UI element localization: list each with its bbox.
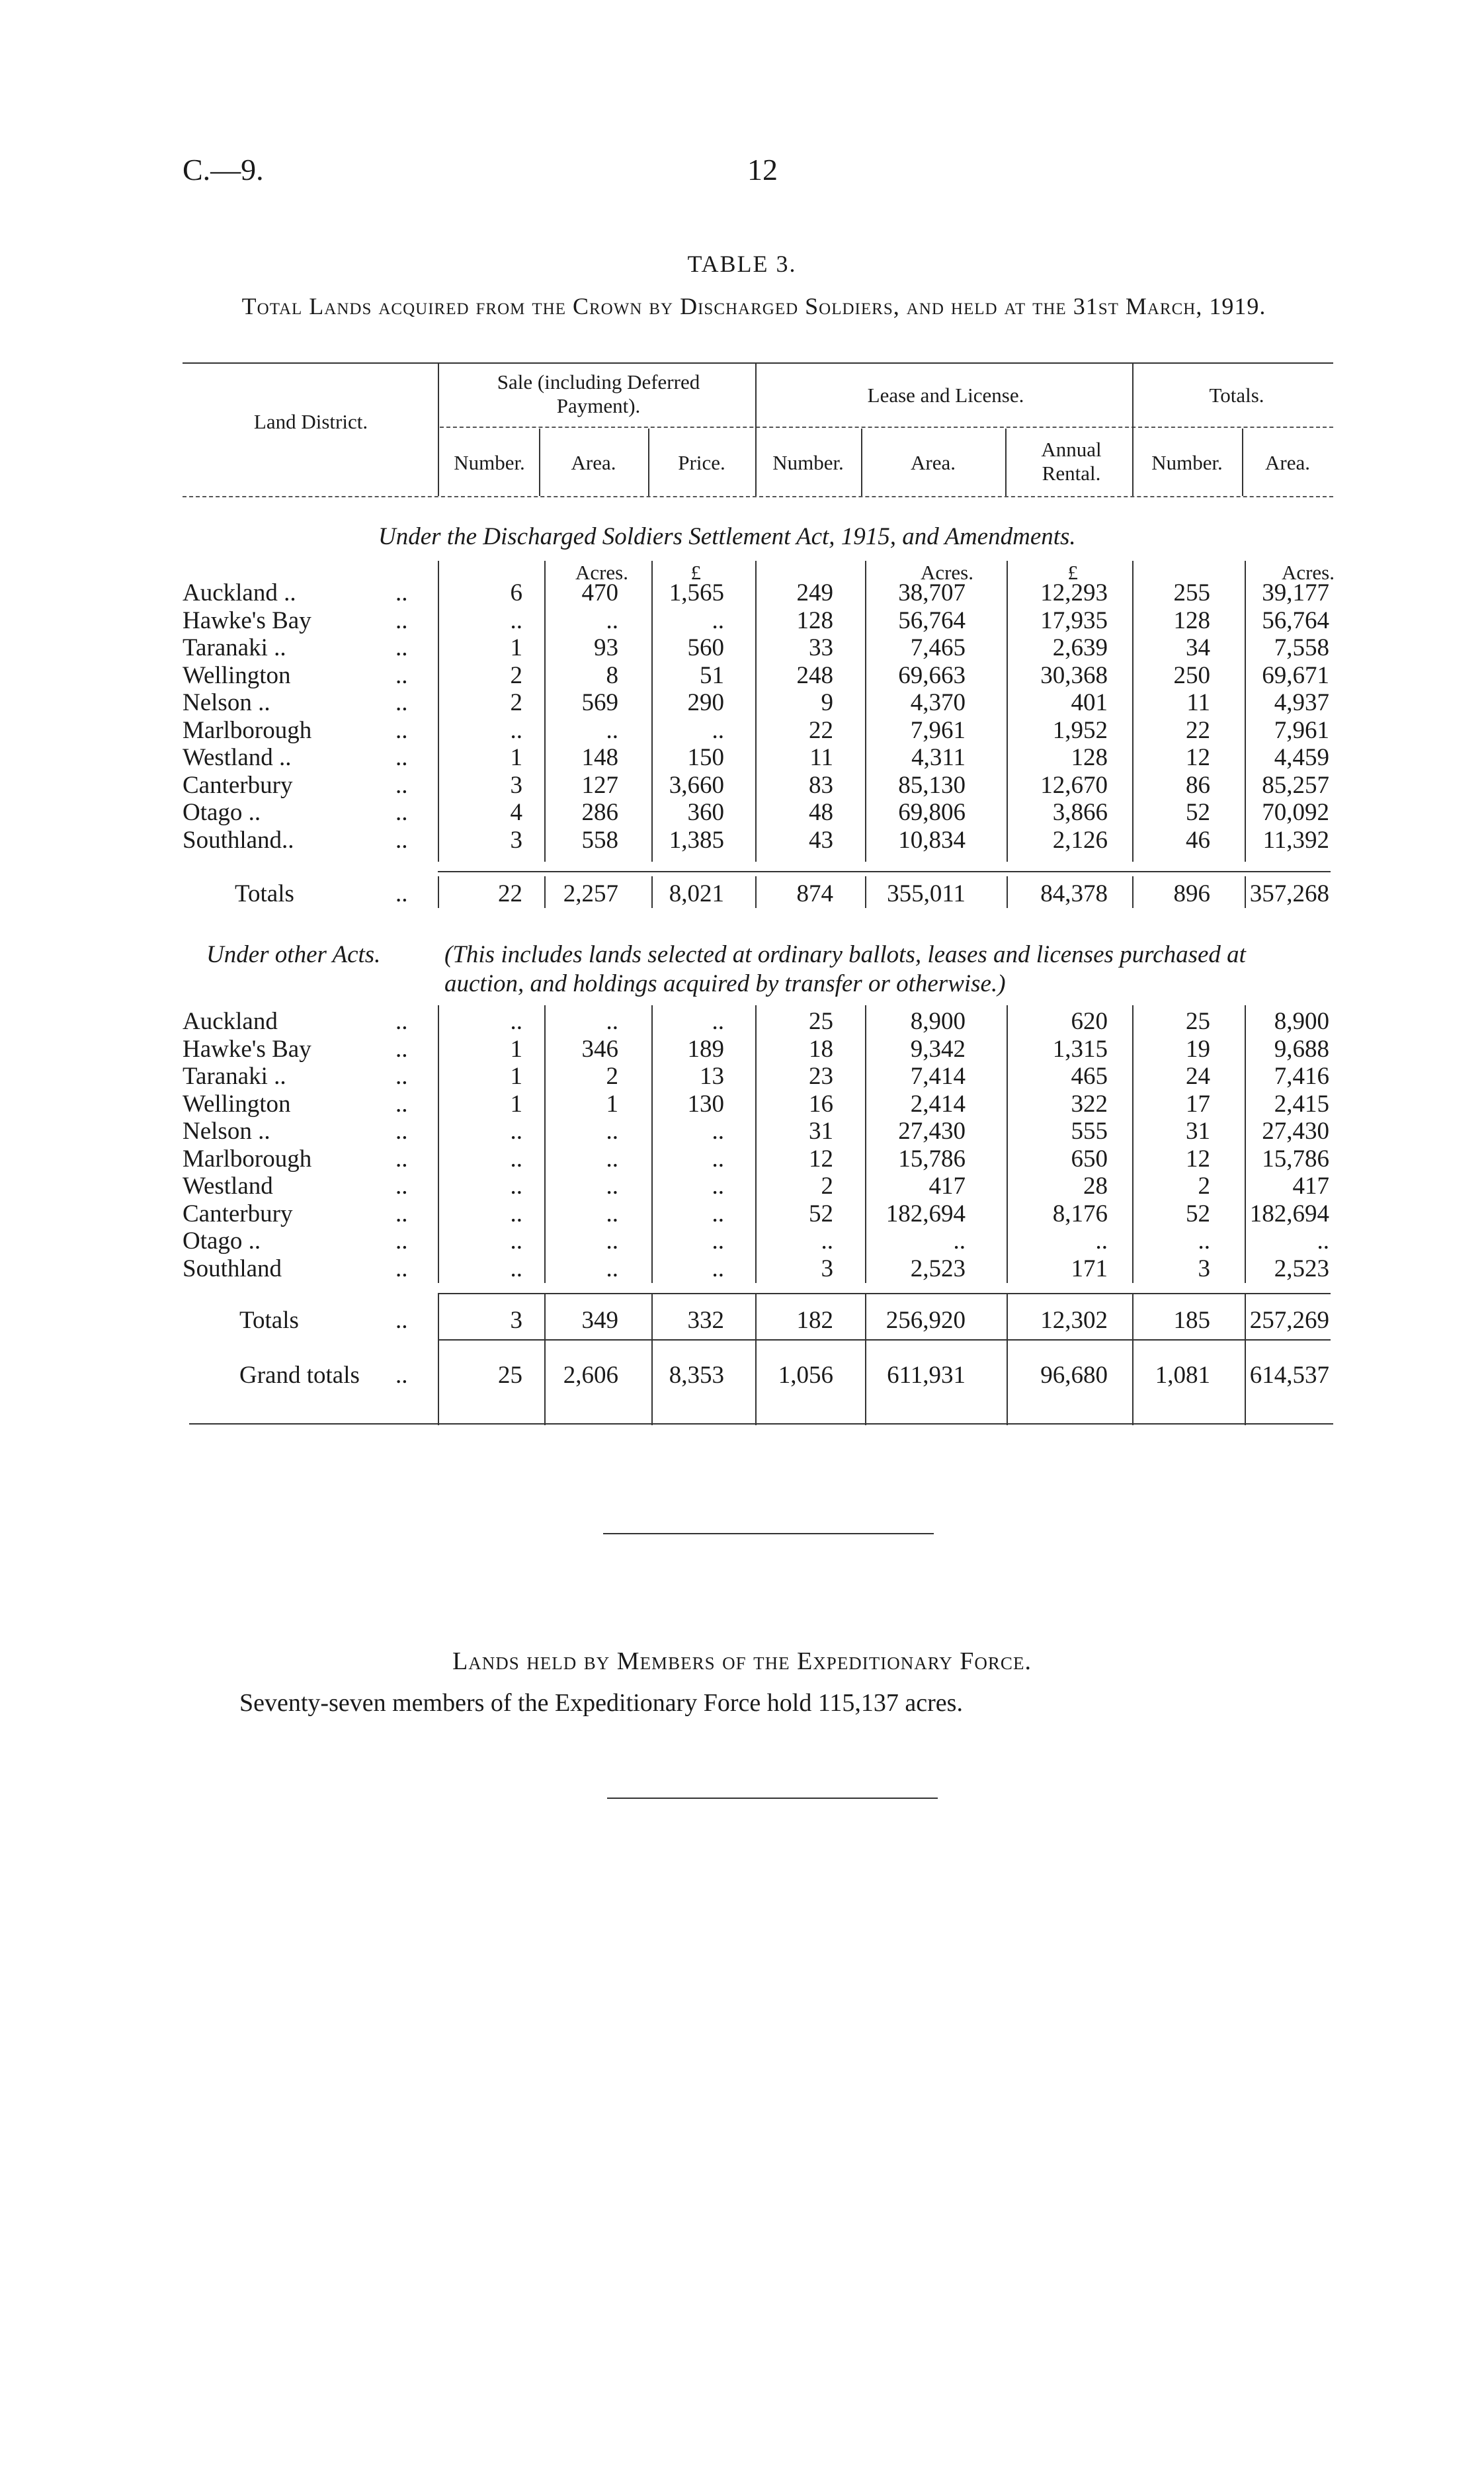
cell-sale-area: .. [606, 606, 618, 634]
cell-sale-price: .. [712, 1255, 724, 1282]
cell-lease-area: 2,414 [910, 1090, 966, 1118]
cell-annual-rental: 12,670 [1040, 771, 1108, 799]
cell-total-area: 4,937 [1274, 689, 1329, 716]
cell-annual-rental: .. [1095, 1227, 1108, 1255]
cell-lease-number: 249 [796, 579, 833, 606]
cell-sale-price: .. [712, 1173, 724, 1200]
cell-sale-number: .. [510, 606, 522, 634]
cell-sale-area: 558 [581, 826, 618, 854]
row-district: Canterbury [183, 1200, 293, 1227]
cell-lease-area: 38,707 [898, 579, 966, 606]
cell-sale-area: 1 [606, 1090, 618, 1118]
row-leader-dots: .. [395, 661, 408, 689]
table-row [0, 579, 1484, 606]
cell-sale-area: 127 [581, 771, 618, 799]
cell-lease-area: 10,834 [898, 826, 966, 854]
cell-total-number: 86 [1186, 771, 1210, 799]
cell-lease-area: 8,900 [910, 1008, 966, 1035]
cell-total-number: 896 [1173, 880, 1210, 907]
row-district: Wellington [183, 661, 291, 689]
header-bottom-rule [183, 496, 1333, 497]
column-header-totals-number: Number. [1151, 451, 1223, 474]
cell-annual-rental: 17,935 [1040, 606, 1108, 634]
cell-total-area: 9,688 [1274, 1035, 1329, 1063]
cell-annual-rental: 465 [1071, 1063, 1108, 1090]
column-divider [1132, 362, 1134, 496]
cell-sale-number: .. [510, 1227, 522, 1255]
table-row [0, 743, 1484, 771]
row-district: Hawke's Bay [183, 1035, 311, 1063]
row-district: Auckland [183, 1008, 278, 1035]
row-district: Marlborough [183, 716, 312, 744]
cell-sale-price: 8,021 [669, 880, 724, 907]
cell-total-number: 12 [1186, 744, 1210, 771]
cell-annual-rental: 401 [1071, 689, 1108, 716]
cell-sale-price: 51 [700, 661, 724, 689]
unit-pound: £ [1067, 561, 1078, 584]
cell-sale-price: 130 [687, 1090, 724, 1118]
cell-sale-number: 1 [510, 744, 522, 771]
cell-lease-number: 16 [809, 1090, 833, 1118]
cell-lease-number: 31 [809, 1118, 833, 1145]
row-leader-dots: .. [395, 606, 408, 634]
cell-lease-area: 4,370 [910, 689, 966, 716]
cell-lease-number: 43 [809, 826, 833, 854]
cell-sale-price: .. [712, 1118, 724, 1145]
cell-sale-number: .. [510, 1145, 522, 1173]
cell-sale-area: 349 [581, 1307, 618, 1334]
cell-sale-area: 93 [594, 634, 618, 661]
cell-annual-rental: 2,639 [1052, 634, 1108, 661]
column-header-sale-number: Number. [454, 451, 525, 474]
cell-total-number: 31 [1186, 1118, 1210, 1145]
column-header-sale-area: Area. [571, 451, 616, 474]
row-district: Taranaki .. [183, 1063, 286, 1090]
section1-totals-row [0, 880, 1484, 907]
row-district: Auckland .. [183, 579, 296, 606]
cell-lease-area: 417 [928, 1173, 966, 1200]
column-divider [1005, 429, 1007, 496]
table-row [0, 1172, 1484, 1200]
row-leader-dots: .. [395, 1145, 408, 1173]
cell-lease-area: 7,961 [910, 716, 966, 744]
column-header-totals-area: Area. [1265, 451, 1310, 474]
row-district: Totals [235, 880, 294, 907]
cell-total-number: 1,081 [1155, 1362, 1210, 1389]
row-leader-dots: .. [395, 826, 408, 854]
cell-total-number: 2 [1198, 1173, 1210, 1200]
column-divider [755, 362, 757, 496]
cell-sale-price: 1,385 [669, 826, 724, 854]
cell-total-area: 56,764 [1262, 606, 1329, 634]
column-header-lease-number: Number. [772, 451, 844, 474]
cell-annual-rental: 555 [1071, 1118, 1108, 1145]
cell-sale-number: 25 [498, 1362, 522, 1389]
table-row [0, 688, 1484, 716]
cell-annual-rental: 171 [1071, 1255, 1108, 1282]
cell-total-number: 185 [1173, 1307, 1210, 1334]
subheader-rule [440, 427, 1333, 428]
closing-separator [607, 1798, 938, 1799]
cell-lease-area: 7,414 [910, 1063, 966, 1090]
row-district: Westland [183, 1173, 273, 1200]
cell-annual-rental: 96,680 [1040, 1362, 1108, 1389]
cell-sale-number: .. [510, 1173, 522, 1200]
cell-sale-price: .. [712, 1200, 724, 1227]
cell-sale-number: 3 [510, 771, 522, 799]
cell-lease-number: 48 [809, 799, 833, 826]
cell-sale-number: .. [510, 716, 522, 744]
cell-lease-number: 11 [809, 744, 833, 771]
cell-total-number: 3 [1198, 1255, 1210, 1282]
row-district: Canterbury [183, 771, 293, 799]
section-note: (This includes lands selected at ordinary ballots, leases and licenses purchased at auction, and holdings acquired by transfer or otherwise.) [444, 941, 1246, 997]
section2-totals-rule-top [438, 1293, 1331, 1294]
table-row [0, 1062, 1484, 1090]
cell-sale-area: .. [606, 1200, 618, 1227]
cell-total-area: .. [1317, 1227, 1329, 1255]
cell-total-number: 22 [1186, 716, 1210, 744]
cell-sale-number: 1 [510, 634, 522, 661]
cell-total-number: 128 [1173, 606, 1210, 634]
table-row [0, 826, 1484, 854]
cell-sale-price: 189 [687, 1035, 724, 1063]
cell-lease-number: 248 [796, 661, 833, 689]
cell-sale-price: .. [712, 1145, 724, 1173]
cell-lease-number: 22 [809, 716, 833, 744]
cell-sale-price: 3,660 [669, 771, 724, 799]
cell-sale-area: 2 [606, 1063, 618, 1090]
section-title-other-acts: Under other Acts. [206, 941, 381, 968]
row-leader-dots: .. [395, 579, 408, 606]
cell-total-area: 69,671 [1262, 661, 1329, 689]
cell-sale-area: .. [606, 1255, 618, 1282]
cell-lease-number: 874 [796, 880, 833, 907]
unit-pound: £ [690, 561, 701, 584]
cell-annual-rental: 2,126 [1052, 826, 1108, 854]
row-leader-dots: .. [395, 744, 408, 771]
section1-totals-rule [438, 871, 1331, 872]
cell-lease-area: 69,663 [898, 661, 966, 689]
cell-sale-area: 286 [581, 799, 618, 826]
cell-lease-number: 2 [821, 1173, 833, 1200]
cell-total-area: 7,961 [1274, 716, 1329, 744]
row-district: Otago .. [183, 1227, 261, 1255]
section-title-dsss-act: Under the Discharged Soldiers Settlement Act, 1915, and Amendments. [378, 523, 1076, 550]
row-leader-dots: .. [395, 1063, 408, 1090]
table-row [0, 661, 1484, 689]
cell-lease-number: 23 [809, 1063, 833, 1090]
cell-sale-area: 2,257 [563, 880, 618, 907]
cell-total-area: 15,786 [1262, 1145, 1329, 1173]
cell-sale-number: 6 [510, 579, 522, 606]
cell-total-area: 614,537 [1249, 1362, 1329, 1389]
row-leader-dots: .. [395, 1035, 408, 1063]
table-row [0, 1035, 1484, 1063]
cell-total-number: 250 [1173, 661, 1210, 689]
expeditionary-heading: Lands held by Members of the Expeditionary Force. [452, 1647, 1032, 1675]
cell-total-number: 25 [1186, 1008, 1210, 1035]
row-district: Grand totals [239, 1362, 360, 1389]
cell-sale-area: .. [606, 1145, 618, 1173]
expeditionary-text: Seventy-seven members of the Expeditionary Force hold 115,137 acres. [239, 1689, 963, 1717]
table-row [0, 798, 1484, 826]
table-row [0, 634, 1484, 661]
table-row [0, 1007, 1484, 1035]
cell-sale-price: .. [712, 1008, 724, 1035]
cell-total-number: 19 [1186, 1035, 1210, 1063]
row-leader-dots: .. [395, 716, 408, 744]
row-leader-dots: .. [395, 771, 408, 799]
cell-sale-number: 2 [510, 661, 522, 689]
cell-sale-number: .. [510, 1255, 522, 1282]
row-district: Totals [239, 1307, 299, 1334]
cell-total-area: 2,523 [1274, 1255, 1329, 1282]
column-group-sale: Sale (including Deferred Payment). [497, 370, 700, 417]
row-district: Nelson .. [183, 689, 270, 716]
column-header-lease-area: Area. [911, 451, 956, 474]
cell-lease-number: 33 [809, 634, 833, 661]
unit-acres: Acres. [1281, 561, 1335, 584]
section2-totals-row [0, 1306, 1484, 1334]
cell-sale-price: 560 [687, 634, 724, 661]
table-row [0, 771, 1484, 799]
cell-sale-area: .. [606, 1118, 618, 1145]
cell-total-number: 11 [1186, 689, 1210, 716]
cell-sale-area: .. [606, 716, 618, 744]
table-bottom-rule [189, 1423, 1333, 1425]
row-district: Southland [183, 1255, 282, 1282]
cell-total-area: 27,430 [1262, 1118, 1329, 1145]
cell-sale-number: 3 [510, 826, 522, 854]
row-leader-dots: .. [395, 1307, 408, 1334]
unit-acres: Acres. [920, 561, 973, 584]
column-group-lease: Lease and License. [867, 384, 1024, 407]
cell-annual-rental: 3,866 [1052, 799, 1108, 826]
cell-lease-area: 256,920 [886, 1307, 966, 1334]
cell-sale-price: 332 [687, 1307, 724, 1334]
cell-annual-rental: 84,378 [1040, 880, 1108, 907]
row-leader-dots: .. [395, 1227, 408, 1255]
cell-lease-area: 182,694 [886, 1200, 966, 1227]
cell-sale-number: 4 [510, 799, 522, 826]
cell-lease-area: 56,764 [898, 606, 966, 634]
table-top-rule [183, 362, 1333, 364]
cell-lease-area: 4,311 [911, 744, 966, 771]
cell-total-number: 17 [1186, 1090, 1210, 1118]
row-district: Taranaki .. [183, 634, 286, 661]
table-title: Total Lands acquired from the Crown by Discharged Soldiers, and held at the 31st March, 1919. [241, 293, 1266, 319]
cell-total-area: 85,257 [1262, 771, 1329, 799]
column-group-totals: Totals. [1209, 384, 1264, 407]
cell-lease-number: 52 [809, 1200, 833, 1227]
column-header-sale-price: Price. [678, 451, 725, 474]
cell-total-area: 7,558 [1274, 634, 1329, 661]
cell-sale-area: 569 [581, 689, 618, 716]
row-district: Hawke's Bay [183, 606, 311, 634]
table-row [0, 1090, 1484, 1118]
cell-lease-number: 25 [809, 1008, 833, 1035]
cell-total-area: 8,900 [1274, 1008, 1329, 1035]
cell-total-number: 12 [1186, 1145, 1210, 1173]
cell-total-number: 34 [1186, 634, 1210, 661]
row-district: Southland.. [183, 826, 294, 854]
cell-lease-area: 69,806 [898, 799, 966, 826]
cell-lease-area: 2,523 [910, 1255, 966, 1282]
cell-annual-rental: 12,302 [1040, 1307, 1108, 1334]
cell-total-number: 255 [1173, 579, 1210, 606]
cell-total-number: 52 [1186, 1200, 1210, 1227]
table-row [0, 1145, 1484, 1173]
cell-lease-number: 3 [821, 1255, 833, 1282]
cell-lease-number: 12 [809, 1145, 833, 1173]
cell-lease-number: 83 [809, 771, 833, 799]
cell-annual-rental: 1,952 [1052, 716, 1108, 744]
cell-lease-area: 85,130 [898, 771, 966, 799]
cell-sale-number: 22 [498, 880, 522, 907]
cell-sale-area: 8 [606, 661, 618, 689]
row-leader-dots: .. [395, 880, 408, 907]
cell-total-area: 182,694 [1249, 1200, 1329, 1227]
row-leader-dots: .. [395, 1200, 408, 1227]
cell-total-area: 257,269 [1249, 1307, 1329, 1334]
cell-total-number: 24 [1186, 1063, 1210, 1090]
table-row [0, 1227, 1484, 1255]
cell-total-area: 417 [1292, 1173, 1329, 1200]
cell-total-area: 7,416 [1274, 1063, 1329, 1090]
unit-acres: Acres. [575, 561, 628, 584]
cell-lease-number: 9 [821, 689, 833, 716]
table-row [0, 1255, 1484, 1282]
cell-sale-price: 1,565 [669, 579, 724, 606]
table-row [0, 606, 1484, 634]
cell-lease-number: 182 [796, 1307, 833, 1334]
page-number: 12 [747, 153, 778, 186]
table-row [0, 716, 1484, 744]
cell-lease-area: 27,430 [898, 1118, 966, 1145]
cell-annual-rental: 28 [1083, 1173, 1108, 1200]
row-leader-dots: .. [395, 634, 408, 661]
cell-total-number: 46 [1186, 826, 1210, 854]
row-leader-dots: .. [395, 799, 408, 826]
cell-sale-number: 1 [510, 1090, 522, 1118]
cell-lease-number: 1,056 [778, 1362, 833, 1389]
cell-sale-price: 290 [687, 689, 724, 716]
cell-sale-area: 148 [581, 744, 618, 771]
cell-total-area: 11,392 [1262, 826, 1329, 854]
cell-lease-number: .. [821, 1227, 833, 1255]
cell-lease-area: 9,342 [910, 1035, 966, 1063]
cell-lease-area: 15,786 [898, 1145, 966, 1173]
cell-annual-rental: 8,176 [1052, 1200, 1108, 1227]
cell-total-area: 4,459 [1274, 744, 1329, 771]
column-header-annual-rental: Annual Rental. [1041, 438, 1102, 485]
row-district: Otago .. [183, 799, 261, 826]
column-header-district: Land District. [253, 410, 368, 433]
cell-lease-area: 7,465 [910, 634, 966, 661]
cell-sale-area: 2,606 [563, 1362, 618, 1389]
cell-lease-area: 355,011 [887, 880, 966, 907]
cell-total-area: 39,177 [1262, 579, 1329, 606]
row-district: Wellington [183, 1090, 291, 1118]
cell-annual-rental: 128 [1071, 744, 1108, 771]
cell-sale-number: .. [510, 1008, 522, 1035]
cell-sale-area: .. [606, 1008, 618, 1035]
cell-lease-area: 611,931 [887, 1362, 966, 1389]
section-separator [603, 1533, 934, 1534]
cell-annual-rental: 1,315 [1052, 1035, 1108, 1063]
table-row [0, 1117, 1484, 1145]
cell-total-number: .. [1198, 1227, 1210, 1255]
cell-sale-price: .. [712, 716, 724, 744]
cell-sale-area: .. [606, 1173, 618, 1200]
cell-sale-number: 1 [510, 1035, 522, 1063]
cell-total-area: 70,092 [1262, 799, 1329, 826]
cell-annual-rental: 650 [1071, 1145, 1108, 1173]
cell-lease-number: 18 [809, 1035, 833, 1063]
cell-annual-rental: 12,293 [1040, 579, 1108, 606]
cell-total-number: 52 [1186, 799, 1210, 826]
cell-total-area: 357,268 [1249, 880, 1329, 907]
table-label: TABLE 3. [687, 251, 797, 277]
cell-sale-number: .. [510, 1118, 522, 1145]
row-leader-dots: .. [395, 1255, 408, 1282]
cell-annual-rental: 30,368 [1040, 661, 1108, 689]
cell-sale-number: 3 [510, 1307, 522, 1334]
column-divider [438, 362, 439, 496]
section2-totals-rule-bottom [438, 1339, 1331, 1341]
row-district: Nelson .. [183, 1118, 270, 1145]
cell-sale-price: 360 [687, 799, 724, 826]
row-leader-dots: .. [395, 1118, 408, 1145]
cell-sale-area: .. [606, 1227, 618, 1255]
row-district: Westland .. [183, 744, 292, 771]
cell-sale-area: 470 [581, 579, 618, 606]
row-leader-dots: .. [395, 1173, 408, 1200]
cell-sale-area: 346 [581, 1035, 618, 1063]
cell-sale-price: .. [712, 1227, 724, 1255]
cell-sale-price: 13 [700, 1063, 724, 1090]
cell-sale-number: .. [510, 1200, 522, 1227]
row-leader-dots: .. [395, 1008, 408, 1035]
cell-sale-number: 1 [510, 1063, 522, 1090]
row-leader-dots: .. [395, 1090, 408, 1118]
cell-annual-rental: 322 [1071, 1090, 1108, 1118]
cell-sale-price: 150 [687, 744, 724, 771]
row-district: Marlborough [183, 1145, 312, 1173]
cell-sale-number: 2 [510, 689, 522, 716]
grand-totals-row [0, 1361, 1484, 1389]
row-leader-dots: .. [395, 689, 408, 716]
cell-lease-number: 128 [796, 606, 833, 634]
table-row [0, 1200, 1484, 1227]
cell-annual-rental: 620 [1071, 1008, 1108, 1035]
cell-sale-price: .. [712, 606, 724, 634]
row-leader-dots: .. [395, 1362, 408, 1389]
document-reference: C.—9. [183, 153, 264, 186]
cell-total-area: 2,415 [1274, 1090, 1329, 1118]
cell-sale-price: 8,353 [669, 1362, 724, 1389]
cell-lease-area: .. [953, 1227, 966, 1255]
